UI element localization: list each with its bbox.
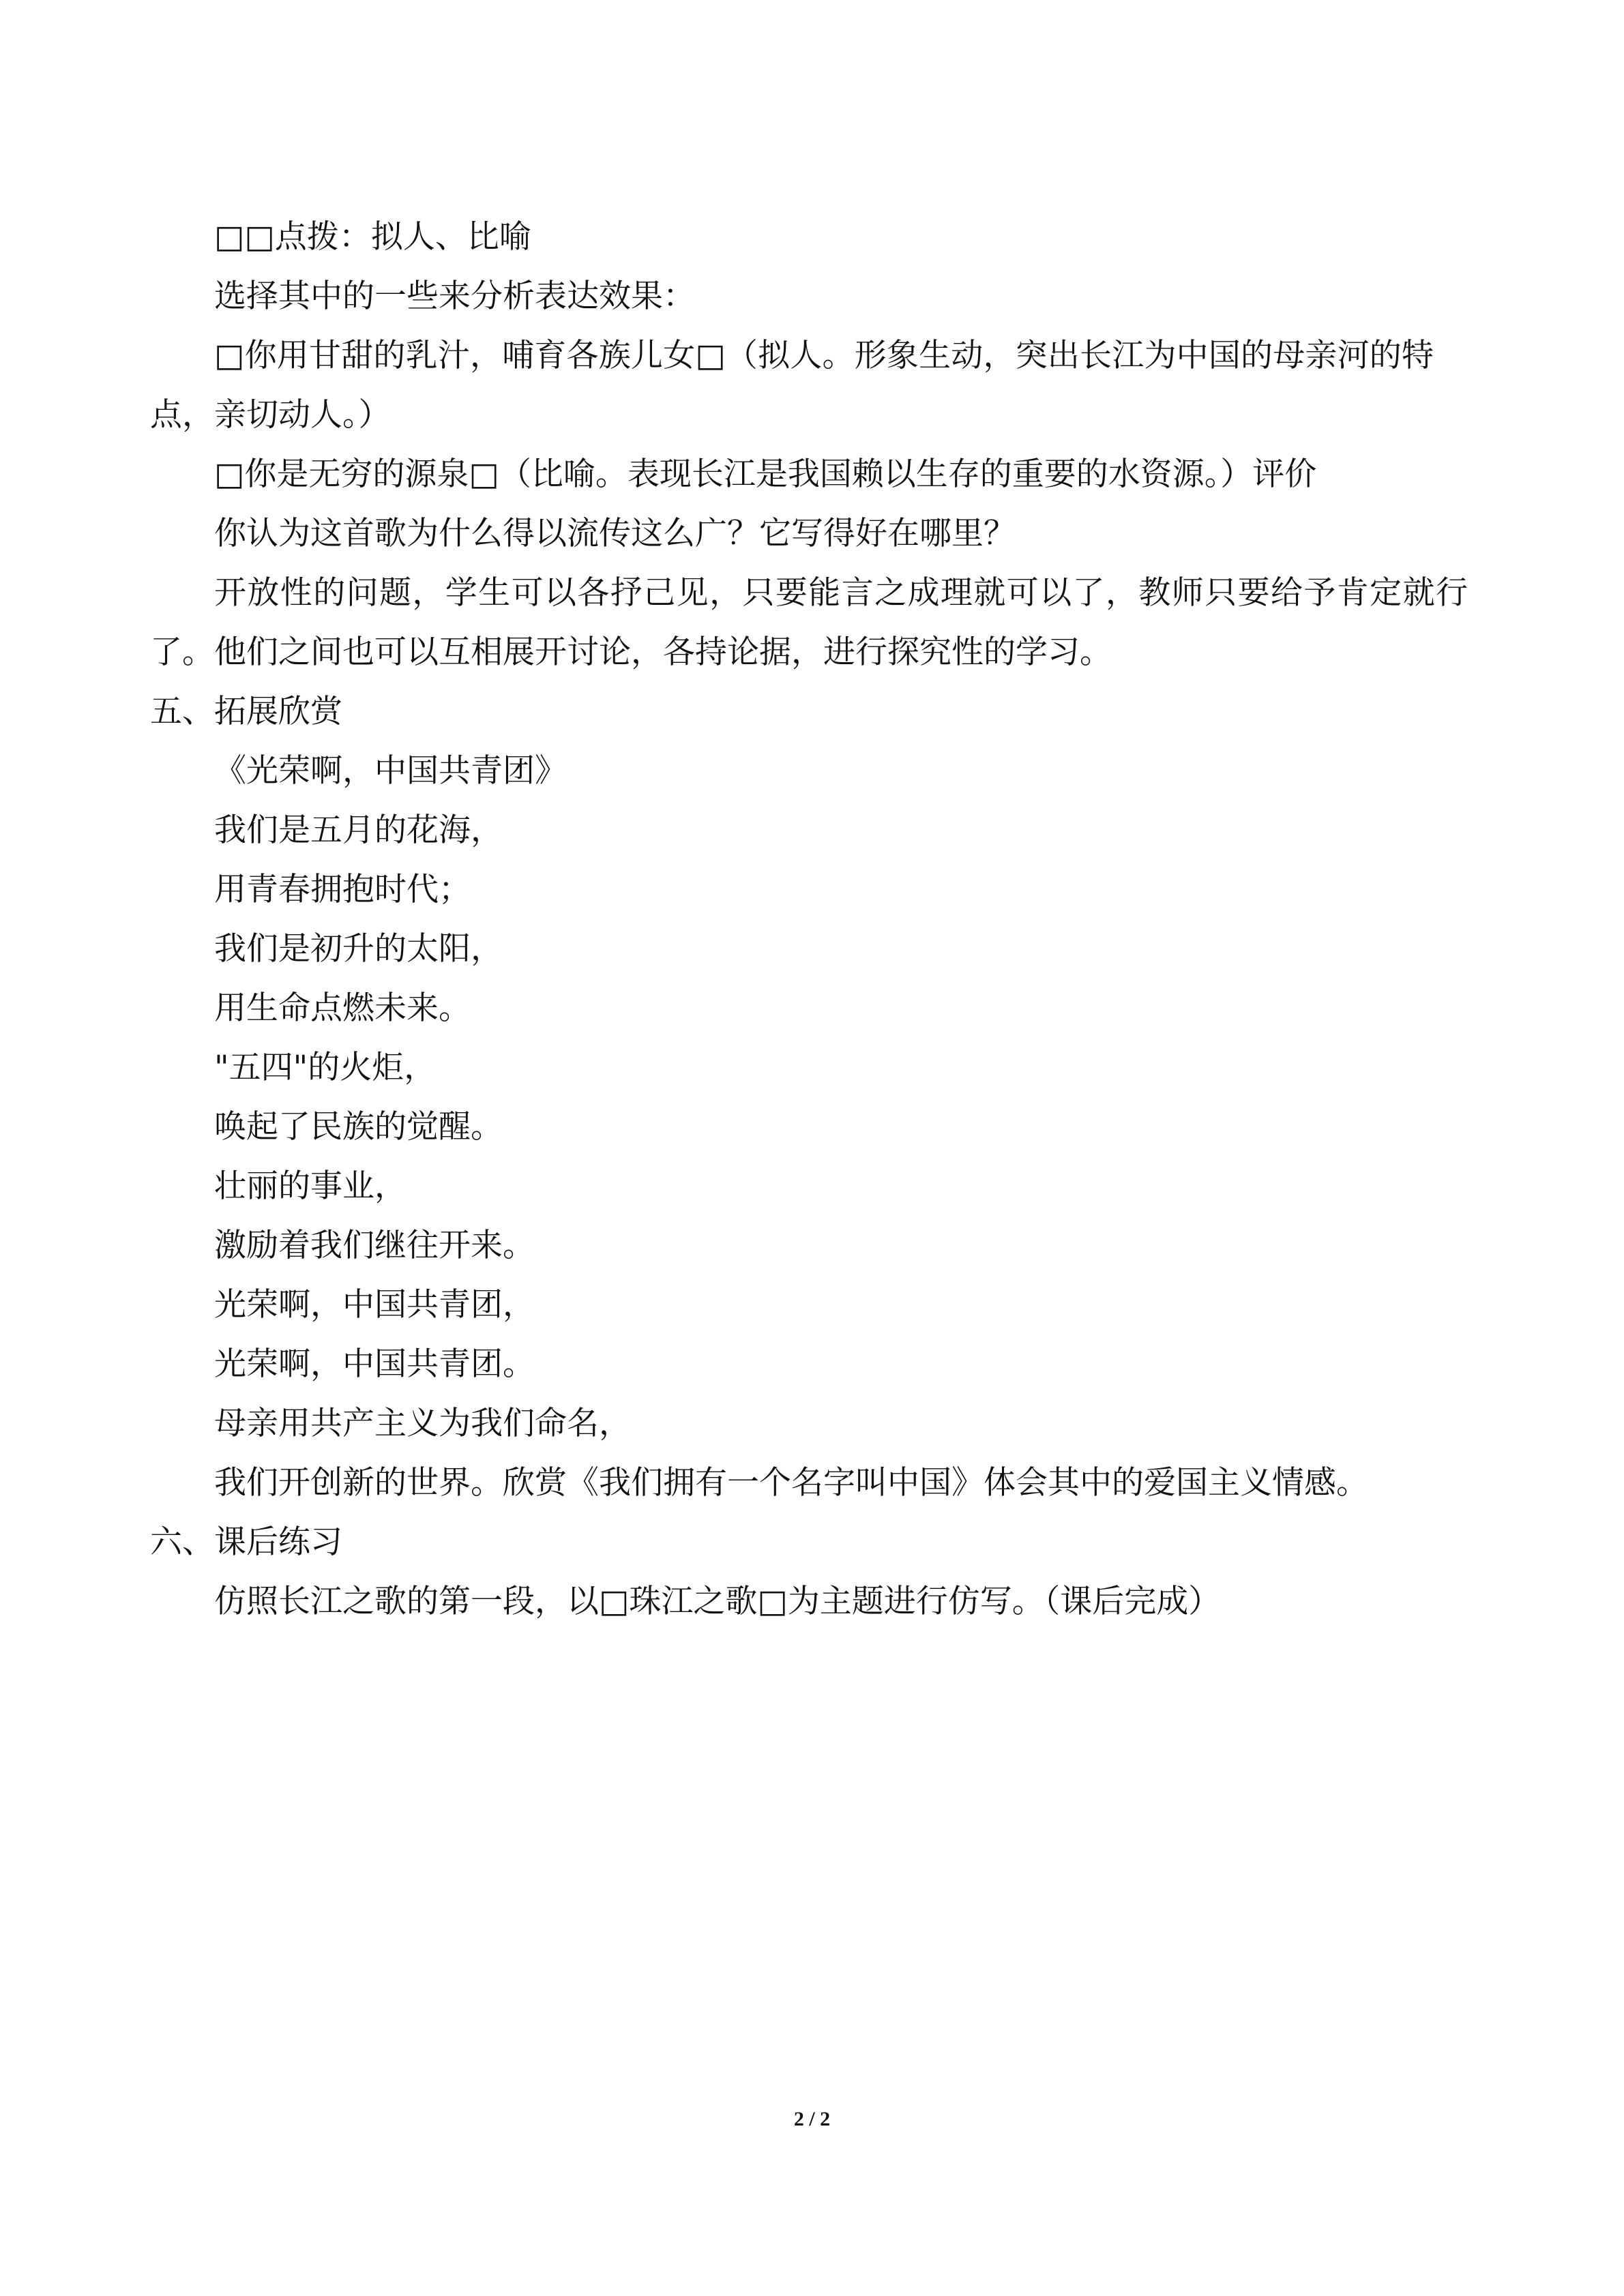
paragraph-line: □你用甘甜的乳汁，哺育各族儿女□（拟人。形象生动，突出长江为中国的母亲河的特 (214, 337, 1434, 374)
poem-line: 激励着我们继往开来。 (214, 1227, 535, 1264)
poem-line: 用生命点燃未来。 (214, 989, 471, 1027)
poem-line: 壮丽的事业， (214, 1167, 407, 1205)
poem-line: 我们是初升的太阳， (214, 930, 503, 968)
paragraph-line: 开放性的问题，学生可以各抒己见，只要能言之成理就可以了，教师只要给予肯定就行 (214, 574, 1468, 612)
poem-line: 唤起了民族的觉醒。 (214, 1108, 503, 1146)
paragraph-line: 仿照长江之歌的第一段，以□珠江之歌□为主题进行仿写。（课后完成） (214, 1583, 1221, 1620)
poem-line: 用青春拥抱时代； (214, 871, 471, 908)
poem-line: 光荣啊，中国共青团。 (214, 1345, 535, 1383)
poem-line: 光荣啊，中国共青团， (214, 1286, 535, 1324)
paragraph-line: 了。他们之间也可以互相展开讨论，各持论据，进行探究性的学习。 (150, 633, 1112, 671)
poem-title: 《光荣啊，中国共青团》 (214, 752, 567, 790)
paragraph-line: 选择其中的一些来分析表达效果： (214, 278, 695, 315)
poem-line: "五四"的火炬， (214, 1049, 437, 1086)
paragraph-line: □□点拨：拟人、比喻 (214, 218, 531, 256)
section-heading: 六、课后练习 (150, 1523, 342, 1561)
paragraph-line: 你认为这首歌为什么得以流传这么广？它写得好在哪里？ (214, 515, 1016, 552)
paragraph-line: □你是无穷的源泉□（比喻。表现长江是我国赖以生存的重要的水资源。）评价 (214, 456, 1317, 493)
poem-line: 我们是五月的花海， (214, 811, 503, 849)
poem-line: 母亲用共产主义为我们命名， (214, 1405, 631, 1442)
poem-line: 我们开创新的世界。欣赏《我们拥有一个名字叫中国》体会其中的爱国主义情感。 (214, 1464, 1368, 1502)
page-number: 2 / 2 (793, 2108, 831, 2130)
paragraph-line: 点，亲切动人。） (150, 396, 391, 434)
section-heading: 五、拓展欣赏 (150, 693, 342, 730)
